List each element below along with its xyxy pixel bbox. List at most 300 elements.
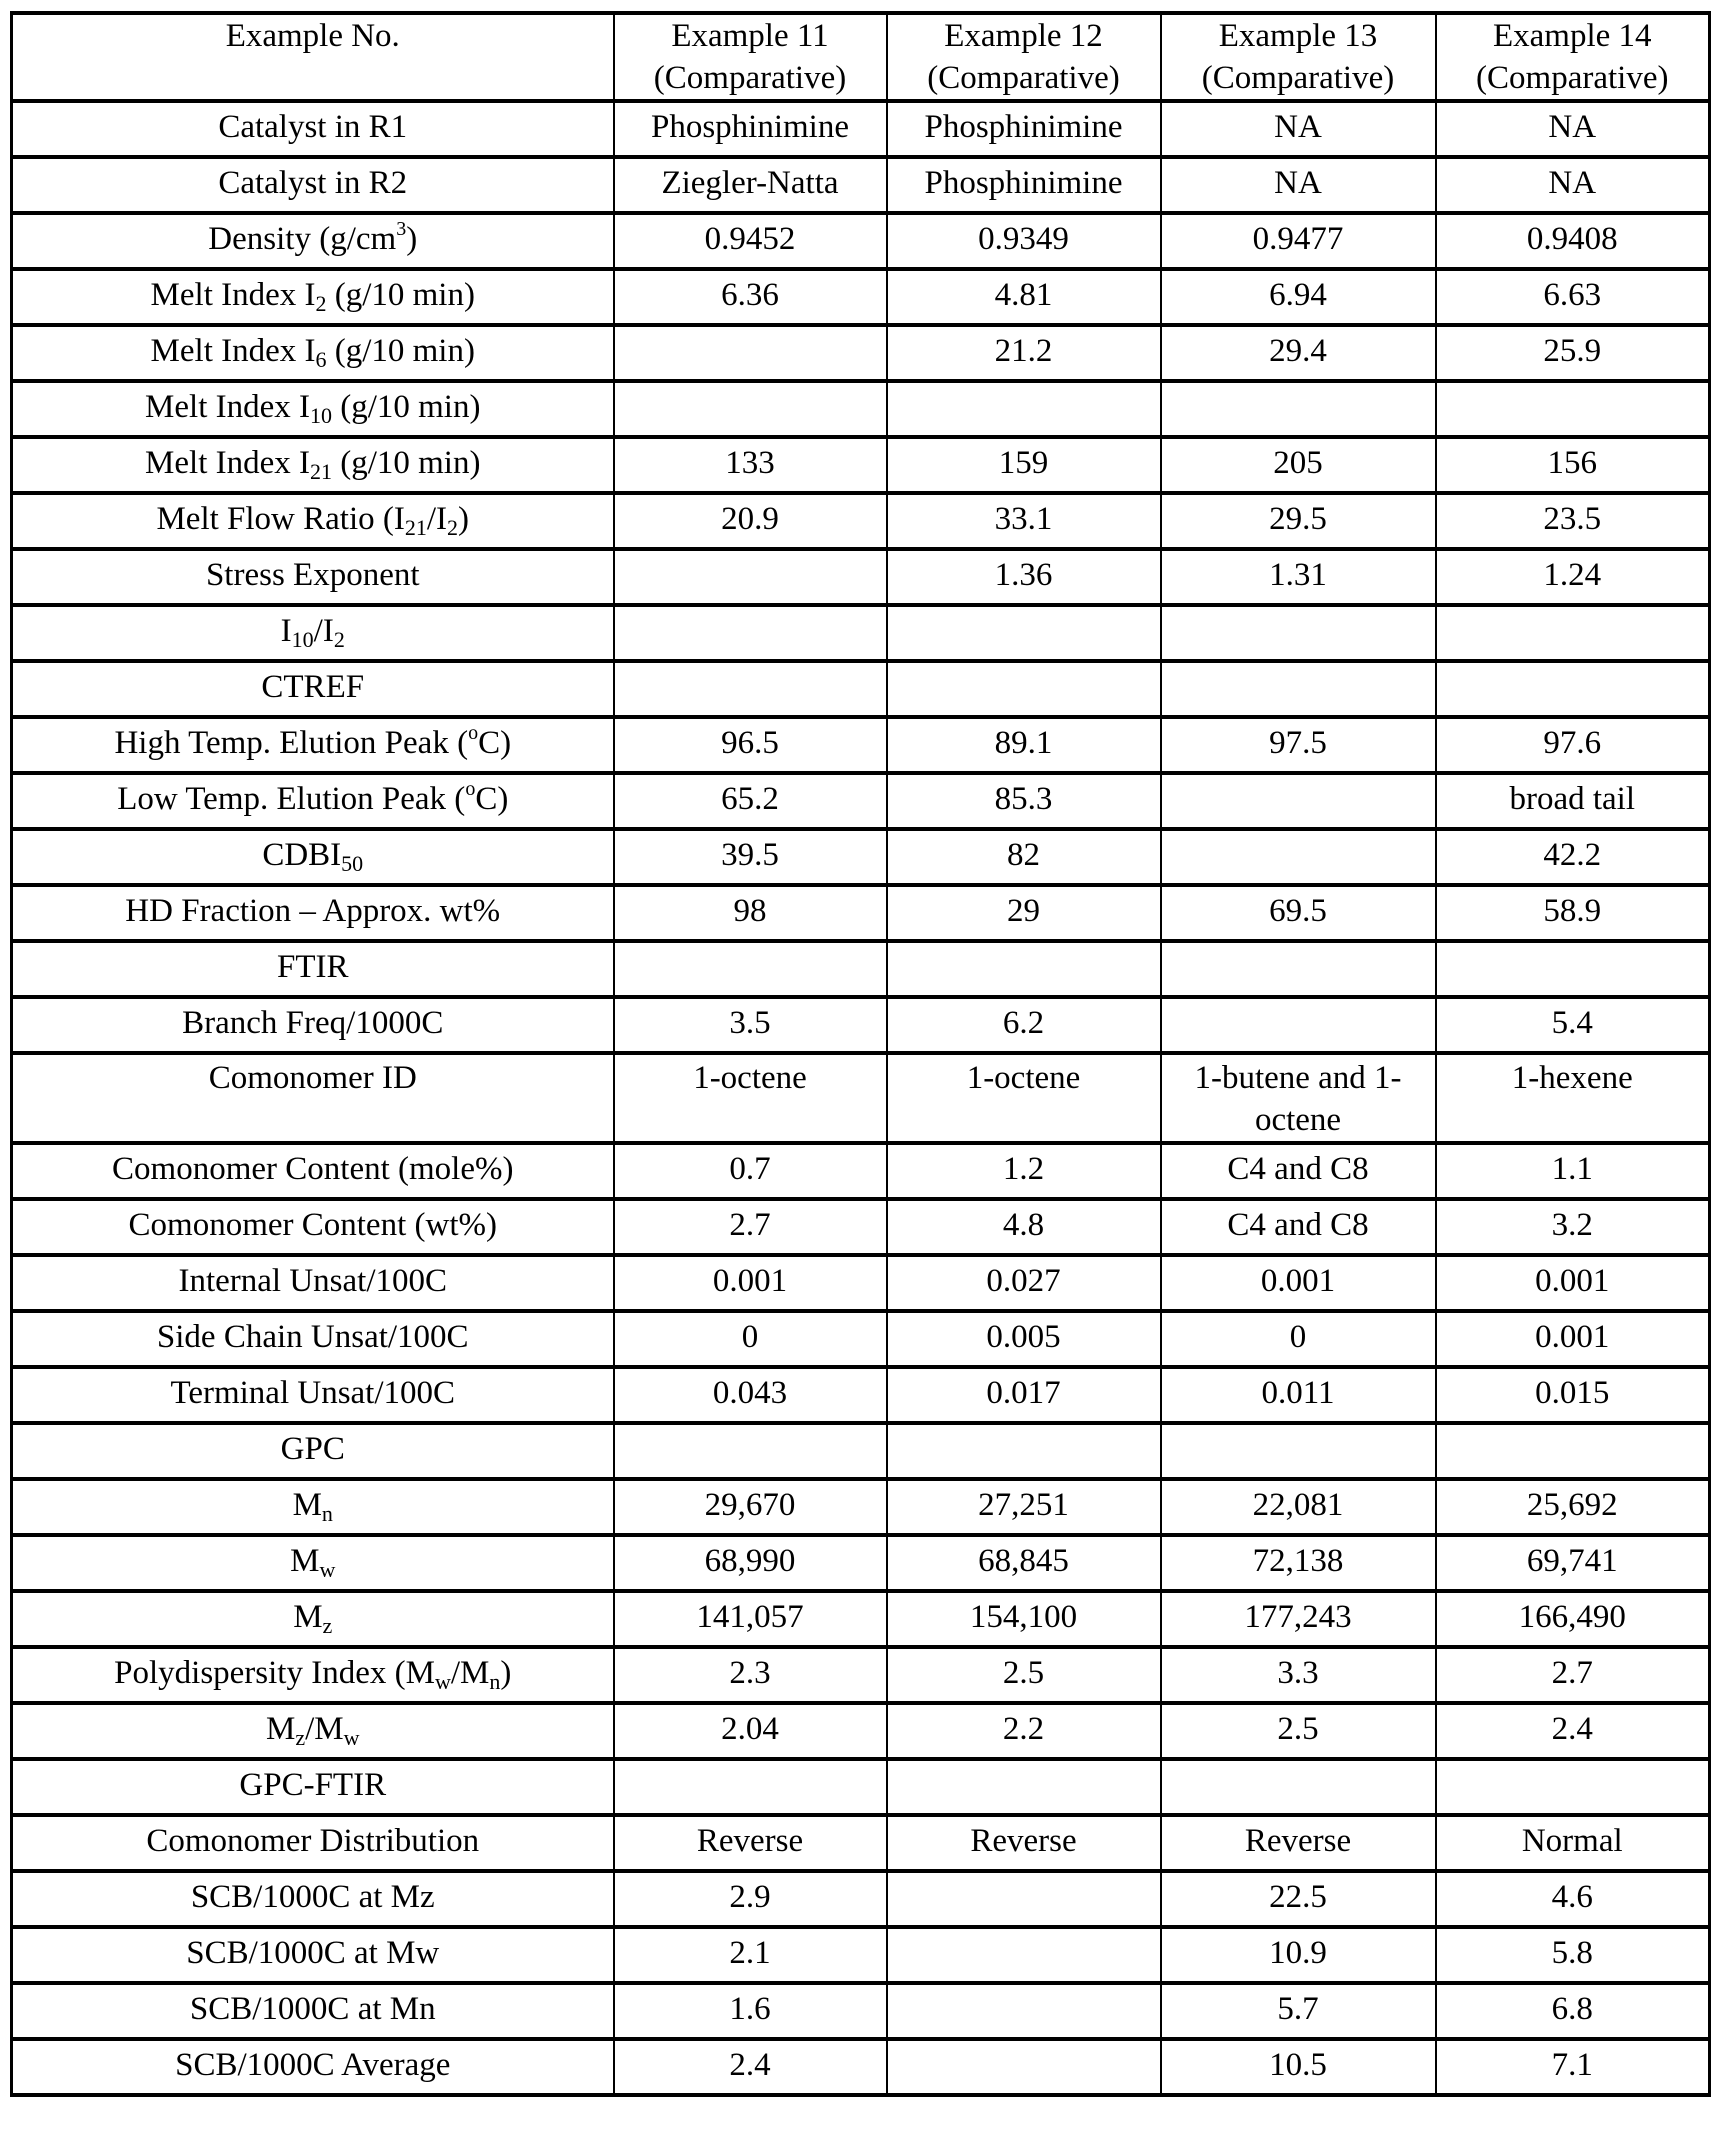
value-cell-example-12 xyxy=(887,773,1161,829)
value-cell-example-13 xyxy=(1161,1479,1436,1535)
cell-value: Normal xyxy=(1521,1823,1623,1859)
value-cell-example-12 xyxy=(887,493,1161,549)
cell-value: 3.3 xyxy=(1277,1655,1319,1691)
cell-value: 4.8 xyxy=(1002,1207,1045,1243)
row-label xyxy=(12,773,614,829)
value-cell-example-14 xyxy=(1436,1143,1710,1199)
cell-value: 72,138 xyxy=(1252,1543,1344,1579)
table-row xyxy=(12,885,1710,941)
row-label-sub2: w xyxy=(343,1725,360,1750)
value-cell-example-14 xyxy=(1436,1871,1710,1927)
cell-value: 2.4 xyxy=(1551,1711,1593,1747)
row-label-mid: /I xyxy=(426,501,448,537)
row-label-sup: o xyxy=(468,722,479,744)
row-label xyxy=(12,941,614,997)
cell-value: 29,670 xyxy=(704,1487,796,1523)
value-cell-example-12 xyxy=(887,605,1161,661)
cell-value: NA xyxy=(1548,109,1597,145)
cell-value: 29 xyxy=(1007,893,1040,929)
cell-value: 133 xyxy=(725,445,775,481)
value-cell-example-13 xyxy=(1161,1815,1436,1871)
value-cell-example-14 xyxy=(1436,661,1710,717)
row-label-pre: Stress Exponent xyxy=(205,557,420,593)
cell-value: 2.7 xyxy=(729,1207,771,1243)
value-cell-example-11 xyxy=(614,1647,887,1703)
row-label-post: ) xyxy=(500,1655,512,1691)
row-label xyxy=(12,661,614,717)
value-cell-example-11 xyxy=(614,717,887,773)
value-cell-example-12 xyxy=(887,1479,1161,1535)
value-cell-example-12 xyxy=(887,1535,1161,1591)
value-cell-example-14 xyxy=(1436,605,1710,661)
value-cell-example-12 xyxy=(887,101,1161,157)
header-line2: (Comparative) xyxy=(1201,60,1395,96)
table-row xyxy=(12,549,1710,605)
row-label xyxy=(12,997,614,1053)
value-cell-example-12 xyxy=(887,157,1161,213)
row-label xyxy=(12,157,614,213)
row-label-pre: Terminal Unsat/100C xyxy=(170,1375,456,1411)
row-label-pre: Melt Index I xyxy=(150,277,316,313)
value-cell-example-13 xyxy=(1161,1423,1436,1479)
value-cell-example-12 xyxy=(887,1927,1161,1983)
cell-value: 82 xyxy=(1007,837,1040,873)
row-label xyxy=(12,1143,614,1199)
row-label-mid: /I xyxy=(313,613,334,649)
value-cell-example-11 xyxy=(614,773,887,829)
value-cell-example-14 xyxy=(1436,1703,1710,1759)
cell-value: 96.5 xyxy=(721,725,779,761)
cell-value: 0.7 xyxy=(729,1151,771,1187)
row-label-pre: FTIR xyxy=(276,949,349,985)
row-label-post: (g/10 min) xyxy=(331,389,481,425)
value-cell-example-13 xyxy=(1161,101,1436,157)
value-cell-example-13 xyxy=(1161,1143,1436,1199)
table-row xyxy=(12,269,1710,325)
cell-value: 205 xyxy=(1273,445,1323,481)
cell-value: C4 and C8 xyxy=(1227,1151,1369,1187)
value-cell-example-14 xyxy=(1436,1815,1710,1871)
table-row xyxy=(12,1871,1710,1927)
row-label xyxy=(12,1647,614,1703)
cell-value: 29.4 xyxy=(1269,333,1327,369)
cell-value: Phosphinimine xyxy=(650,109,850,145)
cell-value: 0.9477 xyxy=(1252,221,1344,257)
row-label xyxy=(12,1703,614,1759)
row-label xyxy=(12,1423,614,1479)
value-cell-example-12 xyxy=(887,269,1161,325)
value-cell-example-13 xyxy=(1161,437,1436,493)
table-row xyxy=(12,1311,1710,1367)
cell-value: 177,243 xyxy=(1244,1599,1352,1635)
value-cell-example-11 xyxy=(614,1053,887,1143)
row-label-pre: Melt Flow Ratio (I xyxy=(156,501,405,537)
value-cell-example-11 xyxy=(614,493,887,549)
value-cell-example-11 xyxy=(614,661,887,717)
cell-value: 29.5 xyxy=(1269,501,1327,537)
value-cell-example-11 xyxy=(614,1255,887,1311)
value-cell-example-11 xyxy=(614,549,887,605)
cell-value: C4 and C8 xyxy=(1227,1207,1369,1243)
table-row xyxy=(12,1591,1710,1647)
cell-value: 2.5 xyxy=(1002,1655,1045,1691)
cell-value: 2.5 xyxy=(1277,1711,1319,1747)
cell-value: 10.5 xyxy=(1269,2047,1327,2083)
value-cell-example-12 xyxy=(887,717,1161,773)
cell-value: 6.63 xyxy=(1543,277,1602,313)
row-label-sub2: 2 xyxy=(333,627,345,652)
cell-value: 39.5 xyxy=(721,837,779,873)
value-cell-example-12 xyxy=(887,1759,1161,1815)
cell-value: 5.4 xyxy=(1551,1005,1593,1041)
value-cell-example-12 xyxy=(887,1647,1161,1703)
row-label-sup: 3 xyxy=(396,218,407,240)
cell-value: NA xyxy=(1548,165,1597,201)
cell-value: 0.005 xyxy=(986,1319,1061,1355)
cell-value: 0.001 xyxy=(712,1263,788,1299)
cell-value: Reverse xyxy=(1244,1823,1352,1859)
value-cell-example-11 xyxy=(614,1703,887,1759)
value-cell-example-12 xyxy=(887,1983,1161,2039)
value-cell-example-14 xyxy=(1436,1591,1710,1647)
value-cell-example-13 xyxy=(1161,213,1436,269)
cell-value: 2.4 xyxy=(729,2047,771,2083)
row-label-sub: 6 xyxy=(315,347,327,372)
cell-value: 1.31 xyxy=(1269,557,1327,593)
value-cell-example-11 xyxy=(614,2039,887,2095)
cell-value: 0.9408 xyxy=(1526,221,1618,257)
value-cell-example-13 xyxy=(1161,1647,1436,1703)
table-row xyxy=(12,1927,1710,1983)
value-cell-example-11 xyxy=(614,941,887,997)
value-cell-example-13 xyxy=(1161,1591,1436,1647)
header-cell-example-13 xyxy=(1161,13,1436,101)
cell-value: 6.36 xyxy=(721,277,779,313)
value-cell-example-12 xyxy=(887,997,1161,1053)
row-label xyxy=(12,1927,614,1983)
cell-value: 2.2 xyxy=(1002,1711,1045,1747)
value-cell-example-11 xyxy=(614,325,887,381)
row-label xyxy=(12,717,614,773)
row-label-pre: CDBI xyxy=(262,837,342,873)
value-cell-example-14 xyxy=(1436,1053,1710,1143)
cell-value: broad tail xyxy=(1509,781,1636,817)
cell-value: Reverse xyxy=(696,1823,804,1859)
table-row xyxy=(12,773,1710,829)
cell-value: 159 xyxy=(998,445,1049,481)
cell-value: 6.94 xyxy=(1269,277,1327,313)
value-cell-example-13 xyxy=(1161,381,1436,437)
row-label-pre: Melt Index I xyxy=(145,445,310,481)
row-label-pre: Internal Unsat/100C xyxy=(178,1263,448,1299)
cell-value: 166,490 xyxy=(1518,1599,1626,1635)
value-cell-example-12 xyxy=(887,1143,1161,1199)
value-cell-example-11 xyxy=(614,1591,887,1647)
row-label xyxy=(12,1759,614,1815)
value-cell-example-11 xyxy=(614,157,887,213)
row-label-pre: M xyxy=(290,1543,320,1579)
cell-value: 65.2 xyxy=(721,781,779,817)
value-cell-example-13 xyxy=(1161,1535,1436,1591)
value-cell-example-13 xyxy=(1161,829,1436,885)
value-cell-example-12 xyxy=(887,1591,1161,1647)
value-cell-example-11 xyxy=(614,381,887,437)
row-label xyxy=(12,1053,614,1143)
row-label xyxy=(12,1311,614,1367)
value-cell-example-14 xyxy=(1436,2039,1710,2095)
row-label-pre: Catalyst in R1 xyxy=(218,109,408,145)
value-cell-example-14 xyxy=(1436,773,1710,829)
table-row xyxy=(12,325,1710,381)
cell-value: 25,692 xyxy=(1526,1487,1618,1523)
row-label-sub: 10 xyxy=(291,627,314,652)
row-label-mid: /M xyxy=(450,1655,490,1691)
value-cell-example-13 xyxy=(1161,661,1436,717)
cell-value: 21.2 xyxy=(994,333,1053,369)
table-row xyxy=(12,717,1710,773)
value-cell-example-14 xyxy=(1436,269,1710,325)
cell-value: 1-octene xyxy=(693,1060,807,1096)
value-cell-example-11 xyxy=(614,1311,887,1367)
value-cell-example-14 xyxy=(1436,885,1710,941)
value-cell-example-14 xyxy=(1436,1983,1710,2039)
cell-value: 89.1 xyxy=(994,725,1053,761)
value-cell-example-11 xyxy=(614,829,887,885)
cell-value: 4.6 xyxy=(1551,1879,1593,1915)
row-label-sup: o xyxy=(465,778,476,800)
row-label-pre: Catalyst in R2 xyxy=(218,165,408,201)
value-cell-example-12 xyxy=(887,1815,1161,1871)
row-label xyxy=(12,605,614,661)
value-cell-example-11 xyxy=(614,1199,887,1255)
table-row xyxy=(12,1367,1710,1423)
cell-value: 0.015 xyxy=(1535,1375,1610,1411)
row-label-sub: w xyxy=(319,1557,336,1582)
value-cell-example-13 xyxy=(1161,941,1436,997)
value-cell-example-11 xyxy=(614,1759,887,1815)
table-row xyxy=(12,1983,1710,2039)
cell-value: NA xyxy=(1274,109,1322,145)
cell-value: 154,100 xyxy=(969,1599,1078,1635)
row-label xyxy=(12,829,614,885)
cell-value: 1.1 xyxy=(1551,1151,1593,1187)
value-cell-example-14 xyxy=(1436,213,1710,269)
cell-value: 23.5 xyxy=(1543,501,1602,537)
row-label xyxy=(12,1479,614,1535)
value-cell-example-14 xyxy=(1436,493,1710,549)
table-row xyxy=(12,101,1710,157)
row-label-sub: 21 xyxy=(404,515,427,540)
row-label-sub: w xyxy=(434,1669,451,1694)
value-cell-example-14 xyxy=(1436,941,1710,997)
value-cell-example-14 xyxy=(1436,101,1710,157)
header-line2: (Comparative) xyxy=(1476,60,1669,96)
value-cell-example-14 xyxy=(1436,437,1710,493)
cell-value: 27,251 xyxy=(978,1487,1069,1523)
cell-value: 1-hexene xyxy=(1511,1060,1633,1096)
cell-value: Phosphinimine xyxy=(924,109,1123,145)
header-line1: Example 13 xyxy=(1218,18,1378,54)
row-label-pre: M xyxy=(265,1711,296,1747)
row-label-pre: I xyxy=(280,613,292,649)
value-cell-example-12 xyxy=(887,213,1161,269)
cell-value: 0.9349 xyxy=(978,221,1069,257)
cell-value: 1-octene xyxy=(966,1060,1081,1096)
cell-value: 22,081 xyxy=(1252,1487,1344,1523)
table-row xyxy=(12,213,1710,269)
table-body xyxy=(12,13,1710,2095)
cell-value: 98 xyxy=(733,893,767,929)
row-label-sub: z xyxy=(322,1613,333,1638)
cell-value: 6.2 xyxy=(1002,1005,1045,1041)
value-cell-example-14 xyxy=(1436,1759,1710,1815)
table-row xyxy=(12,997,1710,1053)
table-row xyxy=(12,1479,1710,1535)
cell-value: 5.8 xyxy=(1551,1935,1593,1971)
cell-value: 0.043 xyxy=(712,1375,788,1411)
cell-value: 0 xyxy=(741,1319,759,1355)
value-cell-example-11 xyxy=(614,1367,887,1423)
value-cell-example-14 xyxy=(1436,157,1710,213)
cell-value: Ziegler-Natta xyxy=(661,165,839,201)
header-line1: Example 11 xyxy=(671,18,829,54)
row-label xyxy=(12,1591,614,1647)
value-cell-example-14 xyxy=(1436,549,1710,605)
row-label-pre: SCB/1000C at Mw xyxy=(186,1935,440,1971)
table-row xyxy=(12,381,1710,437)
row-label-pre: HD Fraction – Approx. wt% xyxy=(125,893,501,929)
header-cell-example-no xyxy=(12,13,614,101)
value-cell-example-11 xyxy=(614,1479,887,1535)
row-label xyxy=(12,549,614,605)
row-label-pre: SCB/1000C at Mn xyxy=(189,1991,436,2027)
value-cell-example-11 xyxy=(614,885,887,941)
value-cell-example-14 xyxy=(1436,1367,1710,1423)
table-row xyxy=(12,1815,1710,1871)
value-cell-example-13 xyxy=(1161,1367,1436,1423)
row-label-post: ) xyxy=(406,221,418,257)
header-cell-example-12 xyxy=(887,13,1161,101)
table-row xyxy=(12,157,1710,213)
cell-value: 3.2 xyxy=(1551,1207,1593,1243)
row-label-sub2: 2 xyxy=(447,515,459,540)
cell-value: 10.9 xyxy=(1269,1935,1327,1971)
value-cell-example-14 xyxy=(1436,1479,1710,1535)
row-label-sub: 10 xyxy=(309,403,332,428)
cell-value: 0.027 xyxy=(986,1263,1061,1299)
table-row xyxy=(12,1143,1710,1199)
value-cell-example-12 xyxy=(887,1053,1161,1143)
value-cell-example-14 xyxy=(1436,1535,1710,1591)
cell-value: 141,057 xyxy=(696,1599,804,1635)
row-label xyxy=(12,1815,614,1871)
table-row xyxy=(12,1759,1710,1815)
value-cell-example-14 xyxy=(1436,1423,1710,1479)
row-label-pre: CTREF xyxy=(261,669,365,705)
row-label xyxy=(12,1871,614,1927)
value-cell-example-12 xyxy=(887,1367,1161,1423)
table-row xyxy=(12,1199,1710,1255)
row-label xyxy=(12,437,614,493)
row-label xyxy=(12,2039,614,2095)
header-row xyxy=(12,13,1710,101)
cell-value: 68,990 xyxy=(704,1543,796,1579)
row-label-pre: Comonomer Content (wt%) xyxy=(128,1207,497,1243)
value-cell-example-13 xyxy=(1161,1927,1436,1983)
value-cell-example-12 xyxy=(887,885,1161,941)
value-cell-example-14 xyxy=(1436,1311,1710,1367)
cell-value: 4.81 xyxy=(994,277,1053,313)
cell-value: 1.24 xyxy=(1543,557,1602,593)
cell-value: 58.9 xyxy=(1543,893,1602,929)
row-label xyxy=(12,101,614,157)
row-label-pre: GPC xyxy=(280,1431,345,1467)
header-line1: Example No. xyxy=(225,18,400,54)
value-cell-example-14 xyxy=(1436,997,1710,1053)
row-label-sub: n xyxy=(321,1501,333,1526)
header-line1: Example 14 xyxy=(1492,18,1652,54)
cell-value: 0 xyxy=(1289,1319,1307,1355)
table-row xyxy=(12,437,1710,493)
row-label-pre: Density (g/cm xyxy=(208,221,397,257)
value-cell-example-13 xyxy=(1161,157,1436,213)
row-label-sub: 50 xyxy=(341,851,364,876)
value-cell-example-12 xyxy=(887,437,1161,493)
row-label-pre: GPC-FTIR xyxy=(239,1767,387,1803)
value-cell-example-14 xyxy=(1436,325,1710,381)
header-cell-example-11 xyxy=(614,13,887,101)
value-cell-example-14 xyxy=(1436,717,1710,773)
cell-value: 2.9 xyxy=(729,1879,771,1915)
cell-value: 69.5 xyxy=(1269,893,1327,929)
value-cell-example-13 xyxy=(1161,997,1436,1053)
value-cell-example-11 xyxy=(614,997,887,1053)
cell-value: 0.001 xyxy=(1535,1263,1610,1299)
row-label-pre: Polydispersity Index (M xyxy=(114,1655,435,1691)
row-label xyxy=(12,1199,614,1255)
table-row xyxy=(12,1423,1710,1479)
value-cell-example-13 xyxy=(1161,1759,1436,1815)
cell-value: 0.9452 xyxy=(704,221,796,257)
row-label-pre: SCB/1000C Average xyxy=(175,2047,451,2083)
cell-value: 2.7 xyxy=(1551,1655,1593,1691)
row-label-mid: /M xyxy=(305,1711,344,1747)
row-label-pre: SCB/1000C at Mz xyxy=(190,1879,435,1915)
value-cell-example-11 xyxy=(614,1927,887,1983)
row-label xyxy=(12,381,614,437)
row-label xyxy=(12,213,614,269)
value-cell-example-13 xyxy=(1161,885,1436,941)
cell-value: 20.9 xyxy=(721,501,779,537)
cell-value: 22.5 xyxy=(1269,1879,1327,1915)
table-row xyxy=(12,1255,1710,1311)
value-cell-example-12 xyxy=(887,1199,1161,1255)
row-label-pre: Low Temp. Elution Peak ( xyxy=(117,781,466,817)
row-label-pre: Comonomer Content (mole%) xyxy=(112,1151,514,1187)
cell-value: 1.2 xyxy=(1002,1151,1045,1187)
table-row xyxy=(12,829,1710,885)
cell-value: 85.3 xyxy=(994,781,1053,817)
header-line2: (Comparative) xyxy=(927,60,1120,96)
value-cell-example-13 xyxy=(1161,269,1436,325)
value-cell-example-13 xyxy=(1161,1199,1436,1255)
cell-value: 0.001 xyxy=(1535,1319,1610,1355)
row-label-post: ) xyxy=(458,501,470,537)
value-cell-example-13 xyxy=(1161,773,1436,829)
value-cell-example-12 xyxy=(887,1255,1161,1311)
value-cell-example-11 xyxy=(614,1983,887,2039)
header-line1: Example 12 xyxy=(944,18,1103,54)
